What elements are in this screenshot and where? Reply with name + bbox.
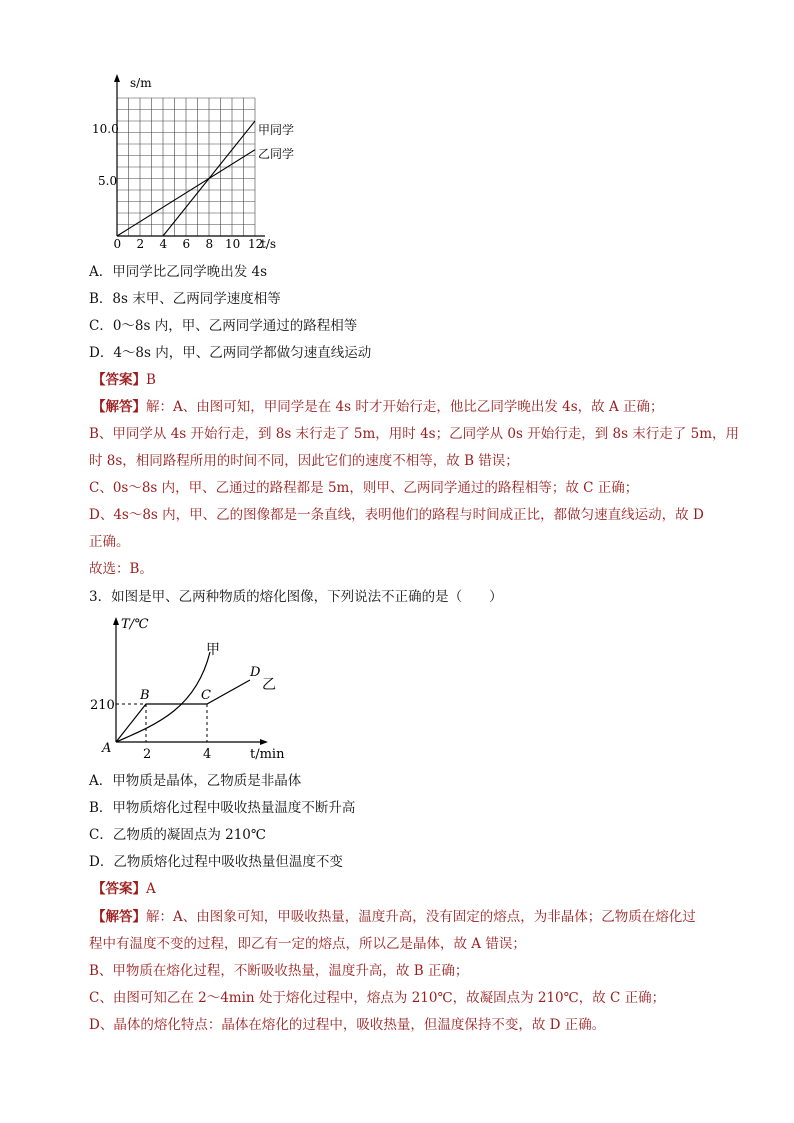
q3-option-c: C．乙物质的凝固点为 210℃ (89, 827, 266, 843)
st-graph (92, 68, 420, 258)
st-y-tick-5: 5.0 (98, 174, 118, 188)
q3-answer (92, 880, 156, 898)
melt-x-arrow (260, 739, 268, 745)
st-x-tick-label: 4 (159, 237, 168, 251)
st-x-tick-label: 10 (225, 237, 241, 251)
q2-analysis-line-2: B、甲同学从 4s 开始行走，到 8s 末行走了 5m，用时 4s；乙同学从 0s 开始行走，到 8s 末行走了 5m，用 (89, 426, 739, 442)
q2-analysis-line-4: C、0s～8s 内，甲、乙通过的路程都是 5m，则甲、乙两同学通过的路程相等；故 C 正确； (89, 480, 639, 496)
st-x-tick-label: 2 (136, 237, 145, 251)
st-x-tick-label: 8 (205, 237, 214, 251)
q3-analysis-line-3: B、甲物质在熔化过程，不断吸收热量，温度升高，故 B 正确； (89, 963, 469, 979)
melt-x-tick-4: 4 (203, 747, 212, 762)
melt-x-axis-label: t/min (250, 747, 285, 762)
q2-option-c: C．0～8s 内，甲、乙两同学通过的路程相等 (89, 318, 358, 334)
series-jia-label: 甲同学 (258, 123, 295, 137)
analysis-tag: 【解答】 (92, 909, 146, 925)
q3-stem: 3．如图是甲、乙两种物质的熔化图像，下列说法不正确的是（ ） (89, 589, 503, 605)
q2-analysis-line-1 (92, 398, 664, 416)
melt-x-tick-2: 2 (143, 747, 152, 762)
q3-analysis-line-4: C、由图可知乙在 2～4min 处于熔化过程中，熔点为 210℃，故凝固点为 210℃，故 C 正确； (89, 990, 666, 1006)
st-x-tick-label: 0 (113, 237, 122, 251)
q3-analysis-line-2: 程中有温度不变的过程，即乙有一定的熔点，所以乙是晶体，故 A 错误； (89, 936, 526, 952)
st-x-axis-label: t/s (261, 237, 277, 251)
melt-y-tick-210: 210 (90, 698, 115, 713)
st-x-tick-label: 6 (182, 237, 191, 251)
q3-analysis-line-1 (92, 908, 696, 926)
analysis-text: 解：A、由图象可知，甲吸收热量，温度升高，没有固定的熔点，为非晶体；乙物质在熔化过 (146, 909, 696, 925)
melt-y-axis-label: T/℃ (121, 617, 149, 632)
st-x-tick-label: 12 (248, 237, 264, 251)
st-graph-grid (117, 98, 255, 236)
q2-option-a: A．甲同学比乙同学晚出发 4s (89, 264, 268, 280)
answer-value: B (146, 372, 156, 388)
q2-analysis-line-7: 故选：B。 (89, 561, 153, 577)
q3-option-b: B．甲物质熔化过程中吸收热量温度不断升高 (89, 800, 356, 816)
st-y-tick-10: 10.0 (92, 122, 119, 136)
curve-jia-label: 甲 (206, 642, 220, 658)
q2-analysis-line-3: 时 8s，相同路程所用的时间不同，因此它们的速度不相等，故 B 错误； (89, 453, 519, 469)
q2-analysis-line-6: 正确。 (89, 534, 130, 550)
analysis-tag: 【解答】 (92, 399, 146, 415)
point-b-label: B (140, 688, 150, 703)
series-yi-label: 乙同学 (258, 147, 295, 161)
melting-graph (88, 612, 318, 762)
q2-option-d: D．4～8s 内，甲、乙两同学都做匀速直线运动 (89, 345, 372, 361)
answer-tag: 【答案】 (92, 372, 146, 388)
q3-option-a: A．甲物质是晶体，乙物质是非晶体 (89, 773, 302, 789)
series-jia-curve (116, 652, 210, 742)
point-c-label: C (201, 688, 211, 703)
q3-analysis-line-5: D、晶体的熔化特点：晶体在熔化的过程中，吸收热量，但温度保持不变，故 D 正确。 (89, 1017, 606, 1033)
q2-option-b: B．8s 末甲、乙两同学速度相等 (89, 291, 281, 307)
q2-answer (92, 371, 156, 389)
st-y-axis-label: s/m (130, 76, 152, 90)
curve-yi-label: 乙 (262, 677, 276, 693)
st-y-arrow (114, 74, 120, 82)
answer-tag: 【答案】 (92, 881, 146, 897)
point-a-label: A (102, 741, 112, 756)
melt-y-arrow (113, 617, 119, 625)
answer-value: A (146, 881, 156, 897)
point-d-label: D (250, 665, 261, 680)
q3-option-d: D．乙物质熔化过程中吸收热量但温度不变 (89, 854, 343, 870)
analysis-text: 解：A、由图可知，甲同学是在 4s 时才开始行走，他比乙同学晚出发 4s，故 A 正确； (146, 399, 664, 415)
q2-analysis-line-5: D、4s～8s 内，甲、乙的图像都是一条直线，表明他们的路程与时间成正比，都做匀速直线运动，故 D (89, 507, 704, 523)
